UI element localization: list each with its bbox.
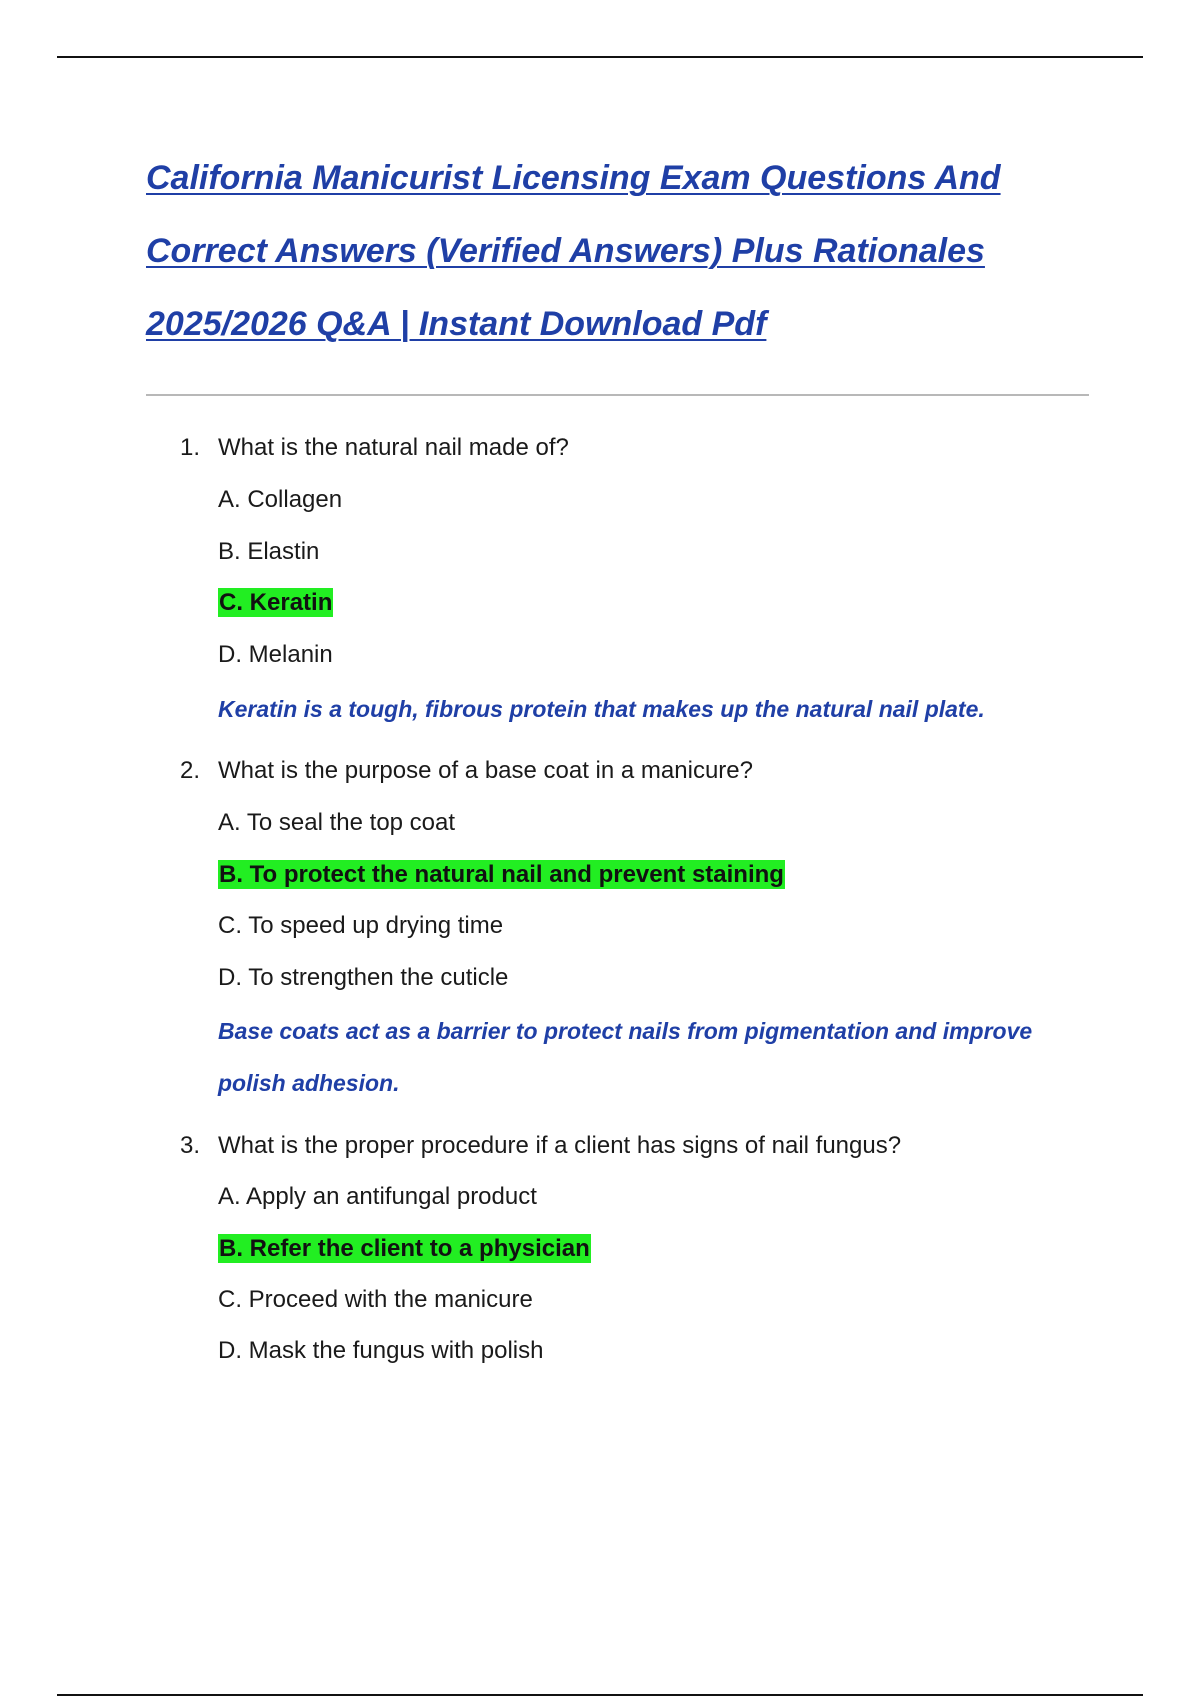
- option-c: [218, 1284, 533, 1316]
- option-c-correct: [218, 587, 333, 619]
- option-text: B. Elastin: [218, 538, 320, 565]
- question-stem: [180, 755, 753, 787]
- option-text: C. To speed up drying time: [218, 912, 504, 939]
- option-text: A. To seal the top coat: [218, 809, 456, 836]
- question-stem: [180, 432, 569, 464]
- title-line-3: 2025/2026 Q&A | Instant Download Pdf: [146, 305, 767, 343]
- bottom-rule: [57, 1694, 1143, 1696]
- correct-answer-highlight: B. To protect the natural nail and prevent staining: [219, 861, 784, 888]
- option-b: [218, 536, 319, 568]
- question-text: What is the natural nail made of?: [218, 434, 569, 461]
- option-a: [218, 484, 342, 516]
- correct-answer-highlight: B. Refer the client to a physician: [219, 1235, 590, 1262]
- option-b-correct: [218, 859, 785, 891]
- question-number: 1.: [180, 434, 201, 461]
- question-number: 2.: [180, 757, 201, 784]
- option-text: A. Collagen: [218, 486, 343, 513]
- title-line-2: Correct Answers (Verified Answers) Plus Rationales: [146, 232, 985, 270]
- question-text: What is the purpose of a base coat in a manicure?: [218, 757, 753, 784]
- option-text: A. Apply an antifungal product: [218, 1183, 537, 1210]
- question-stem: [180, 1130, 901, 1162]
- title-link[interactable]: [146, 142, 1086, 361]
- option-text: C. Proceed with the manicure: [218, 1286, 533, 1313]
- option-text: D. Mask the fungus with polish: [218, 1337, 544, 1364]
- option-d: [218, 1335, 544, 1367]
- option-a: [218, 807, 455, 839]
- question-text: What is the proper procedure if a client has signs of nail fungus?: [218, 1132, 902, 1159]
- title-separator: [146, 394, 1089, 396]
- top-rule: [57, 56, 1143, 58]
- correct-answer-highlight: C. Keratin: [219, 589, 333, 616]
- title-line-1: California Manicurist Licensing Exam Questions And: [146, 159, 1001, 197]
- option-text: D. Melanin: [218, 641, 333, 668]
- question-number: 3.: [180, 1132, 201, 1159]
- rationale: Keratin is a tough, fibrous protein that makes up the natural nail plate.: [218, 696, 985, 722]
- document-title[interactable]: [146, 142, 1086, 361]
- option-d: [218, 962, 508, 994]
- option-a: [218, 1181, 537, 1213]
- option-c: [218, 910, 503, 942]
- option-text: D. To strengthen the cuticle: [218, 964, 509, 991]
- option-d: [218, 639, 333, 671]
- option-b-correct: [218, 1233, 591, 1265]
- rationale: Base coats act as a barrier to protect nails from pigmentation and improve polish adhesion.: [218, 1018, 1033, 1096]
